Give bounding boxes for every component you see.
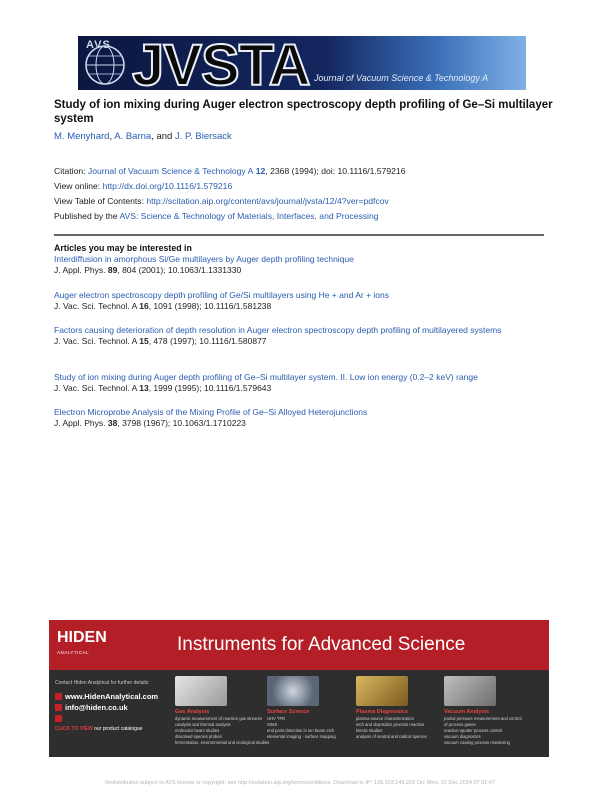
- avs-label: AVS: [86, 39, 111, 51]
- ad-cta-rest: our product catalogue: [92, 726, 143, 732]
- related-title-link[interactable]: Study of ion mixing during Auger depth profiling of Ge–Si multilayer system. II. Low ion energy (0.2–2 keV) range: [54, 372, 478, 382]
- category-line: vacuum diagnostics: [444, 734, 481, 739]
- related-item: [54, 290, 546, 312]
- related-doi: , 804 (2001); 10.1063/1.1331330: [117, 265, 242, 275]
- related-journal: J. Appl. Phys.: [54, 418, 108, 428]
- related-doi: , 1999 (1995); 10.1116/1.579643: [148, 383, 272, 393]
- category-line: elemental imaging - surface mapping: [267, 734, 336, 739]
- related-volume: 13: [139, 383, 149, 393]
- view-online-label: View online:: [54, 181, 103, 191]
- category-title: Plasma Diagnostics: [356, 709, 408, 715]
- ad-contact-intro: Contact Hiden Analytical for further details:: [55, 680, 150, 686]
- related-doi: , 478 (1997); 10.1116/1.580877: [148, 336, 267, 346]
- hiden-logo-sub: ANALYTICAL: [57, 650, 90, 655]
- citation-details: , 2368 (1994); doi: 10.1116/1.579216: [265, 166, 406, 176]
- author-link-3[interactable]: J. P. Biersack: [174, 131, 232, 142]
- ad-website: www.HidenAnalytical.com: [65, 692, 159, 701]
- related-citation: [54, 265, 546, 276]
- related-item: [54, 372, 546, 394]
- category-line: plasma source characterization: [356, 716, 414, 721]
- envelope-icon: [55, 704, 62, 711]
- category-line: reactive sputter process control: [444, 728, 503, 733]
- related-volume: 38: [107, 418, 118, 428]
- citation-line: [54, 166, 406, 176]
- authors: [54, 131, 232, 142]
- ad-cta-strong: CLICK TO VIEW: [55, 726, 93, 732]
- journal-banner: [78, 33, 526, 98]
- hiden-logo: HIDEN: [57, 629, 107, 646]
- category-line: end point detection in ion beam etch: [267, 728, 335, 733]
- ad-category-plasma: [356, 676, 438, 740]
- ad-website-link[interactable]: [55, 691, 167, 702]
- ad-email: info@hiden.co.uk: [65, 703, 128, 712]
- catalogue-icon: [55, 715, 62, 722]
- related-title-link[interactable]: Factors causing deterioration of depth resolution in Auger electron spectroscopy depth profiling of multilayered systems: [54, 325, 502, 335]
- related-volume: 16: [139, 301, 149, 311]
- related-volume: 89: [107, 265, 118, 275]
- related-title-link[interactable]: Interdiffusion in amorphous Si/Ge multilayers by Auger depth profiling technique: [54, 254, 354, 264]
- vacuum-analyzer-image: [444, 676, 496, 706]
- category-line: analysis of neutral and radical species: [356, 734, 427, 739]
- copyright-footer: Redistribution subject to AVS license or copyright; see http://scitation.aip.org/termsconditions. Download to IP: 128.103.149.203 On: Mon, 22 Dec 2014 07:31:47: [105, 780, 495, 786]
- ad-cta-link[interactable]: [55, 726, 167, 732]
- publisher-label: Published by the: [54, 211, 120, 221]
- toc-label: View Table of Contents:: [54, 196, 147, 206]
- citation-journal: Journal of Vacuum Science & Technology A: [87, 166, 254, 176]
- citation-volume: 12: [253, 166, 266, 176]
- category-line: of process gases: [444, 722, 476, 727]
- ad-category-surface: [267, 676, 349, 740]
- category-line: partial pressure measurement and control: [444, 716, 522, 721]
- related-citation: [54, 336, 546, 347]
- view-online-line: [54, 181, 232, 191]
- publisher-line: [54, 211, 379, 221]
- category-line: molecular beam studies: [175, 728, 220, 733]
- ad-email-link[interactable]: [55, 702, 167, 713]
- related-item: [54, 325, 546, 347]
- hiden-advertisement[interactable]: [49, 620, 549, 757]
- related-heading: Articles you may be interested in: [54, 243, 192, 253]
- surface-science-image: [267, 676, 319, 706]
- category-line: catalysis and thermal analysis: [175, 722, 231, 727]
- category-line: vacuum coating process monitoring: [444, 740, 510, 745]
- category-line: kinetic studies: [356, 728, 383, 733]
- category-line: etch and deposition process reaction: [356, 722, 425, 727]
- ad-contact-panel: [55, 680, 167, 732]
- category-line: dissolved species probes: [175, 734, 222, 739]
- toc-line: [54, 196, 389, 206]
- category-line: SIMS: [267, 722, 278, 727]
- related-item: [54, 407, 546, 429]
- journal-name: Journal of Vacuum Science & Technology A: [314, 73, 489, 83]
- category-title: Gas Analysis: [175, 709, 210, 715]
- category-line: dynamic measurement of reaction gas streams: [175, 716, 263, 721]
- toc-link[interactable]: http://scitation.aip.org/content/avs/journal/jvsta/12/4?ver=pdfcov: [146, 196, 389, 206]
- view-online-link[interactable]: http://dx.doi.org/10.1116/1.579216: [102, 181, 233, 191]
- related-item: [54, 254, 546, 276]
- plasma-probe-image: [356, 676, 408, 706]
- citation-label: Citation:: [54, 166, 88, 176]
- related-title-link[interactable]: Electron Microprobe Analysis of the Mixing Profile of Ge–Si Alloyed Heterojunctions: [54, 407, 368, 417]
- author-separator: , and: [151, 131, 175, 142]
- related-citation: [54, 418, 546, 429]
- author-separator: ,: [109, 131, 115, 142]
- related-citation: [54, 383, 546, 394]
- article-title: Study of ion mixing during Auger electron spectroscopy depth profiling of Ge–Si multilayer system: [54, 99, 553, 125]
- ad-category-vacuum: [444, 676, 526, 746]
- gas-analyzer-image: [175, 676, 227, 706]
- related-journal: J. Vac. Sci. Technol. A: [54, 336, 140, 346]
- ad-category-gas: [175, 676, 270, 746]
- related-volume: 15: [139, 336, 149, 346]
- citation-journal-link[interactable]: [88, 166, 265, 176]
- category-title: Vacuum Analysis: [444, 709, 490, 715]
- author-link-1[interactable]: M. Menyhard: [54, 131, 110, 142]
- divider: [54, 234, 544, 236]
- author-link-2[interactable]: A. Barna: [114, 131, 152, 142]
- related-doi: , 1091 (1998); 10.1116/1.581238: [148, 301, 272, 311]
- related-journal: J. Vac. Sci. Technol. A: [54, 301, 140, 311]
- category-line: fermentation, environmental and ecological studies: [175, 740, 270, 745]
- ad-catalogue: [55, 713, 167, 724]
- category-title: Surface Science: [267, 709, 310, 715]
- publisher-link[interactable]: AVS: Science & Technology of Materials, Interfaces, and Processing: [119, 211, 379, 221]
- category-line: UHV TPD: [267, 716, 286, 721]
- related-journal: J. Appl. Phys.: [54, 265, 108, 275]
- journal-logo: JVSTA: [132, 33, 310, 98]
- related-citation: [54, 301, 546, 312]
- globe-icon: [55, 693, 62, 700]
- ad-slogan: Instruments for Advanced Science: [177, 634, 466, 655]
- related-journal: J. Vac. Sci. Technol. A: [54, 383, 140, 393]
- related-doi: , 3798 (1967); 10.1063/1.1710223: [117, 418, 246, 428]
- related-title-link[interactable]: Auger electron spectroscopy depth profiling of Ge/Si multilayers using He + and Ar + ions: [54, 290, 389, 300]
